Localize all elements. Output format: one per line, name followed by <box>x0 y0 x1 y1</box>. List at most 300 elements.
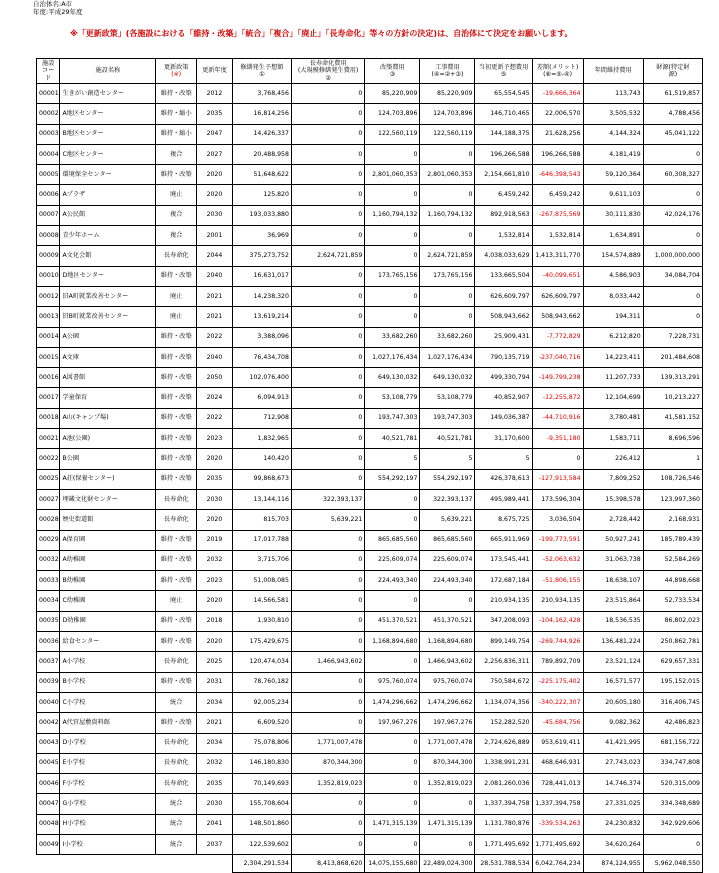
table-cell: 23,521,124 <box>583 652 643 672</box>
table-cell: 122,539,602 <box>232 834 291 854</box>
table-cell: 1,000,000,000 <box>643 246 702 266</box>
table-cell: 6,459,242 <box>532 185 583 205</box>
table-cell: 2034 <box>197 733 233 753</box>
table-cell: 61,519,857 <box>643 84 702 104</box>
table-cell: 0 <box>291 632 364 652</box>
table-cell: 0 <box>291 469 364 489</box>
table-row <box>37 266 703 286</box>
table-cell: 00047 <box>37 794 60 814</box>
table-cell: -19,666,364 <box>532 84 583 104</box>
table-cell: -44,710,916 <box>532 408 583 428</box>
table-cell: 2030 <box>197 794 233 814</box>
table-cell: A公園 <box>60 327 156 347</box>
table-row <box>37 449 703 469</box>
table-cell: 342,929,606 <box>643 814 702 834</box>
table-cell: 224,493,340 <box>365 571 420 591</box>
table-cell: 451,370,521 <box>420 611 475 631</box>
table-cell: 00006 <box>37 185 60 205</box>
column-header-7: 工事費用 (④=②+③) <box>420 59 475 84</box>
table-cell: 3,036,504 <box>532 510 583 530</box>
table-cell: 複合 <box>156 226 197 246</box>
table-cell: 5,639,221 <box>420 510 475 530</box>
table-cell: 0 <box>291 165 364 185</box>
table-cell: 複合 <box>156 205 197 225</box>
column-header-2: 更新政策 (※) <box>156 59 197 84</box>
table-cell: 42,486,823 <box>643 713 702 733</box>
total-cell: 22,489,024,300 <box>420 855 475 873</box>
table-row <box>37 652 703 672</box>
table-cell: A図書館 <box>60 368 156 388</box>
table-cell: 00010 <box>37 266 60 286</box>
table-cell: 0 <box>365 774 420 794</box>
column-header-3: 更新年度 <box>197 59 233 84</box>
table-cell: 長寿命化 <box>156 753 197 773</box>
table-cell: 00035 <box>37 611 60 631</box>
table-cell: 2,724,626,889 <box>475 733 532 753</box>
table-cell: 225,609,074 <box>420 550 475 570</box>
table-cell: 維持・改築 <box>156 429 197 449</box>
table-cell: 86,802,023 <box>643 611 702 631</box>
policy-notice: ※「更新政策」(各施設における「維持・改築」「統合」「複合」「廃止」「長寿命化」等々の方針の決定)は、自治体にて決定をお願いします。 <box>70 29 573 38</box>
table-cell: 維持・改築 <box>156 449 197 469</box>
column-header-6: 改築費用 ③ <box>365 59 420 84</box>
table-cell: 16,631,017 <box>232 266 291 286</box>
table-cell: 144,188,375 <box>475 124 532 144</box>
table-cell: 2020 <box>197 591 233 611</box>
table-cell: 0 <box>291 307 364 327</box>
table-cell: 2,801,060,353 <box>420 165 475 185</box>
table-cell: 00036 <box>37 632 60 652</box>
table-cell: D地区センター <box>60 266 156 286</box>
table-cell: 7,809,252 <box>583 469 643 489</box>
table-cell: 155,708,604 <box>232 794 291 814</box>
municipality-name: 自治体名:A市 <box>33 0 73 8</box>
table-cell: 53,108,779 <box>365 388 420 408</box>
table-cell: 長寿命化 <box>156 774 197 794</box>
table-cell: 1,352,819,023 <box>420 774 475 794</box>
table-cell: 00037 <box>37 652 60 672</box>
table-cell: 7,228,731 <box>643 327 702 347</box>
table-cell: 0 <box>643 226 702 246</box>
table-cell: 0 <box>291 611 364 631</box>
table-cell: 36,969 <box>232 226 291 246</box>
table-cell: -127,913,584 <box>532 469 583 489</box>
table-cell: 13,619,214 <box>232 307 291 327</box>
table-cell: 維持・縮小 <box>156 104 197 124</box>
facility-cost-table <box>36 58 703 873</box>
table-cell: 0 <box>365 489 420 509</box>
table-cell: 統合 <box>156 692 197 712</box>
table-cell: 2,624,721,859 <box>420 246 475 266</box>
table-cell: 140,420 <box>232 449 291 469</box>
table-cell: 4,181,419 <box>583 144 643 164</box>
table-cell: 173,765,156 <box>420 266 475 286</box>
table-cell: 長寿命化 <box>156 652 197 672</box>
table-cell: 0 <box>643 307 702 327</box>
table-cell: 00025 <box>37 469 60 489</box>
table-cell: 14,223,411 <box>583 347 643 367</box>
table-cell: 00048 <box>37 814 60 834</box>
table-cell: 維持・改築 <box>156 611 197 631</box>
table-cell: 14,238,320 <box>232 286 291 306</box>
table-row <box>37 489 703 509</box>
table-cell: 468,646,931 <box>532 753 583 773</box>
table-cell: 2031 <box>197 672 233 692</box>
table-cell: 0 <box>291 814 364 834</box>
table-row <box>37 692 703 712</box>
table-cell: 0 <box>420 591 475 611</box>
table-cell: C地区センター <box>60 144 156 164</box>
table-cell: 1,466,943,602 <box>291 652 364 672</box>
table-cell: 0 <box>420 286 475 306</box>
table-cell: 維持・改築 <box>156 266 197 286</box>
table-cell: -45,684,756 <box>532 713 583 733</box>
table-cell: 2019 <box>197 530 233 550</box>
table-cell: 維持・改築 <box>156 165 197 185</box>
table-cell: 22,006,570 <box>532 104 583 124</box>
table-cell: 40,521,781 <box>420 429 475 449</box>
table-cell: 18,536,535 <box>583 611 643 631</box>
table-row <box>37 510 703 530</box>
table-cell: C小学校 <box>60 692 156 712</box>
table-cell: 2012 <box>197 84 233 104</box>
table-row <box>37 733 703 753</box>
table-cell: 520,315,009 <box>643 774 702 794</box>
table-cell: 554,292,197 <box>420 469 475 489</box>
table-cell: 維持・改築 <box>156 571 197 591</box>
table-cell: 76,434,708 <box>232 347 291 367</box>
table-cell: 00027 <box>37 489 60 509</box>
table-cell: 870,344,300 <box>291 753 364 773</box>
table-cell: 196,266,588 <box>475 144 532 164</box>
table-cell: 0 <box>365 307 420 327</box>
table-cell: 30,111,830 <box>583 205 643 225</box>
table-cell: A保育園 <box>60 530 156 550</box>
table-cell: 1,832,965 <box>232 429 291 449</box>
table-cell: 2035 <box>197 469 233 489</box>
table-cell: 0 <box>365 733 420 753</box>
table-cell: 旧A町就業改善センター <box>60 286 156 306</box>
table-cell: 5,639,221 <box>291 510 364 530</box>
table-cell: 維持・縮小 <box>156 124 197 144</box>
table-cell: 44,898,668 <box>643 571 702 591</box>
table-cell: 0 <box>291 571 364 591</box>
table-cell: 00046 <box>37 774 60 794</box>
table-row <box>37 388 703 408</box>
table-cell: 6,609,520 <box>232 713 291 733</box>
table-cell: 00013 <box>37 307 60 327</box>
table-row <box>37 307 703 327</box>
table-cell: 27,743,023 <box>583 753 643 773</box>
table-cell: 0 <box>420 834 475 854</box>
table-cell: 2032 <box>197 753 233 773</box>
table-cell: E小学校 <box>60 753 156 773</box>
table-cell: -40,099,651 <box>532 266 583 286</box>
table-cell: 0 <box>420 226 475 246</box>
table-cell: 0 <box>291 104 364 124</box>
table-cell: D小学校 <box>60 733 156 753</box>
table-cell: 85,220,909 <box>420 84 475 104</box>
table-cell: 1,160,794,132 <box>365 205 420 225</box>
table-cell: 649,130,032 <box>420 368 475 388</box>
table-cell: 122,560,119 <box>365 124 420 144</box>
table-cell: 146,710,465 <box>475 104 532 124</box>
table-cell: 1,337,394,758 <box>532 794 583 814</box>
table-cell: 34,620,264 <box>583 834 643 854</box>
table-cell: 00014 <box>37 327 60 347</box>
table-cell: 152,282,520 <box>475 713 532 733</box>
table-cell: 33,682,260 <box>420 327 475 347</box>
table-row <box>37 185 703 205</box>
table-cell: 2050 <box>197 368 233 388</box>
table-cell: 00005 <box>37 165 60 185</box>
table-cell: 375,273,752 <box>232 246 291 266</box>
table-cell: 5 <box>420 449 475 469</box>
table-cell: 99,868,673 <box>232 469 291 489</box>
table-cell: 52,584,269 <box>643 550 702 570</box>
table-cell: A文化会館 <box>60 246 156 266</box>
total-cell: 28,531,788,534 <box>475 855 532 873</box>
table-cell: H小学校 <box>60 814 156 834</box>
table-row <box>37 753 703 773</box>
table-cell: 給食センター <box>60 632 156 652</box>
table-row <box>37 632 703 652</box>
table-cell: 環境保全センター <box>60 165 156 185</box>
table-cell: 2030 <box>197 489 233 509</box>
column-header-5: 長寿命化費用 (大規模修繕発生費用) ② <box>291 59 364 84</box>
table-cell: A文庫 <box>60 347 156 367</box>
table-cell: 665,911,969 <box>475 530 532 550</box>
table-cell: 長寿命化 <box>156 489 197 509</box>
table-cell: 70,149,693 <box>232 774 291 794</box>
table-cell: 975,760,074 <box>365 672 420 692</box>
table-cell: A池(公園) <box>60 429 156 449</box>
table-cell: 0 <box>365 652 420 672</box>
table-cell: 00008 <box>37 226 60 246</box>
table-cell: 451,370,521 <box>365 611 420 631</box>
table-cell: 210,934,135 <box>475 591 532 611</box>
table-cell: 0 <box>291 794 364 814</box>
table-cell: 495,989,441 <box>475 489 532 509</box>
table-cell: 2030 <box>197 205 233 225</box>
table-cell: 00018 <box>37 408 60 428</box>
table-cell: 629,657,331 <box>643 652 702 672</box>
table-cell: 193,747,303 <box>365 408 420 428</box>
table-cell: 815,703 <box>232 510 291 530</box>
table-cell: 1,532,814 <box>532 226 583 246</box>
table-cell: 185,789,439 <box>643 530 702 550</box>
table-cell: 65,554,545 <box>475 84 532 104</box>
table-cell: 0 <box>365 794 420 814</box>
table-cell: 322,393,137 <box>291 489 364 509</box>
table-cell: 2040 <box>197 347 233 367</box>
table-cell: 197,967,276 <box>365 713 420 733</box>
table-cell: 2035 <box>197 774 233 794</box>
table-cell: 0 <box>643 144 702 164</box>
table-cell: 歴史街道館 <box>60 510 156 530</box>
table-cell: 維持・改築 <box>156 632 197 652</box>
table-cell: 23,515,864 <box>583 591 643 611</box>
table-cell: 426,378,613 <box>475 469 532 489</box>
table-cell: 92,005,234 <box>232 692 291 712</box>
table-cell: 0 <box>291 388 364 408</box>
table-cell: 1,634,891 <box>583 226 643 246</box>
table-cell: 2025 <box>197 652 233 672</box>
table-cell: 172,687,184 <box>475 571 532 591</box>
table-row <box>37 327 703 347</box>
table-cell: 626,609,797 <box>532 286 583 306</box>
table-cell: 5 <box>475 449 532 469</box>
table-cell: 0 <box>291 84 364 104</box>
table-cell: B公園 <box>60 449 156 469</box>
table-cell: 00022 <box>37 449 60 469</box>
table-cell: 1,027,176,434 <box>420 347 475 367</box>
table-cell: 193,747,303 <box>420 408 475 428</box>
table-cell: 173,596,304 <box>532 489 583 509</box>
table-cell: 334,348,689 <box>643 794 702 814</box>
table-row <box>37 165 703 185</box>
table-cell: 626,609,797 <box>475 286 532 306</box>
table-cell: -225,175,402 <box>532 672 583 692</box>
table-row <box>37 814 703 834</box>
table-cell: 122,560,119 <box>420 124 475 144</box>
table-cell: 18,638,107 <box>583 571 643 591</box>
table-cell: 53,108,779 <box>420 388 475 408</box>
table-row <box>37 469 703 489</box>
table-cell: 00034 <box>37 591 60 611</box>
table-cell: 廃止 <box>156 286 197 306</box>
table-cell: 865,685,560 <box>365 530 420 550</box>
table-cell: 統合 <box>156 834 197 854</box>
table-cell: 12,104,699 <box>583 388 643 408</box>
table-cell: 9,082,362 <box>583 713 643 733</box>
table-cell: 1,413,311,770 <box>532 246 583 266</box>
table-cell: 0 <box>365 144 420 164</box>
table-cell: 2047 <box>197 124 233 144</box>
table-cell: 120,474,034 <box>232 652 291 672</box>
table-row <box>37 347 703 367</box>
table-cell: 0 <box>291 286 364 306</box>
table-cell: 0 <box>291 713 364 733</box>
table-cell: 60,308,327 <box>643 165 702 185</box>
table-cell: 1,771,007,478 <box>420 733 475 753</box>
table-cell: 2020 <box>197 185 233 205</box>
table-cell: 322,393,137 <box>420 489 475 509</box>
table-cell: -7,772,829 <box>532 327 583 347</box>
table-cell: 173,545,441 <box>475 550 532 570</box>
table-cell: 195,152,015 <box>643 672 702 692</box>
table-row <box>37 571 703 591</box>
table-cell: 51,648,622 <box>232 165 291 185</box>
table-cell: 0 <box>365 510 420 530</box>
table-cell: -52,063,632 <box>532 550 583 570</box>
table-cell: 3,768,456 <box>232 84 291 104</box>
table-cell: 0 <box>420 794 475 814</box>
column-header-11: 財源(特定財 源) <box>643 59 702 84</box>
table-cell: 554,292,197 <box>365 469 420 489</box>
table-cell: 00045 <box>37 753 60 773</box>
table-cell: 維持・改築 <box>156 347 197 367</box>
table-cell: 40,852,907 <box>475 388 532 408</box>
table-cell: 1,352,819,023 <box>291 774 364 794</box>
table-cell: 0 <box>291 530 364 550</box>
table-cell: 0 <box>291 408 364 428</box>
table-cell: 維持・改築 <box>156 530 197 550</box>
table-cell: 廃止 <box>156 185 197 205</box>
table-cell: 2041 <box>197 814 233 834</box>
table-cell: 0 <box>365 226 420 246</box>
table-cell: 2020 <box>197 449 233 469</box>
table-row <box>37 124 703 144</box>
table-cell: 0 <box>365 246 420 266</box>
table-cell: 899,149,754 <box>475 632 532 652</box>
table-cell: 1,168,894,680 <box>365 632 420 652</box>
table-cell: 00040 <box>37 692 60 712</box>
table-row <box>37 550 703 570</box>
table-row <box>37 713 703 733</box>
table-cell: 維持・改築 <box>156 469 197 489</box>
table-cell: 00004 <box>37 144 60 164</box>
table-cell: 1,771,495,692 <box>475 834 532 854</box>
table-row <box>37 246 703 266</box>
table-cell: -267,875,569 <box>532 205 583 225</box>
table-cell: 31,170,600 <box>475 429 532 449</box>
table-cell: 125,820 <box>232 185 291 205</box>
table-cell: 1,771,007,478 <box>291 733 364 753</box>
total-cell: 8,413,868,620 <box>291 855 364 873</box>
table-cell: 0 <box>365 286 420 306</box>
table-cell: 2037 <box>197 834 233 854</box>
table-cell: 0 <box>291 144 364 164</box>
table-cell: 2,728,442 <box>583 510 643 530</box>
table-cell: 3,505,532 <box>583 104 643 124</box>
table-cell: 1,474,296,662 <box>365 692 420 712</box>
table-cell: A荘(保養センター) <box>60 469 156 489</box>
table-cell: 00015 <box>37 347 60 367</box>
table-cell: 3,715,706 <box>232 550 291 570</box>
table-cell: 2023 <box>197 429 233 449</box>
table-cell: 0 <box>291 449 364 469</box>
table-cell: 0 <box>291 834 364 854</box>
table-cell: 維持・改築 <box>156 84 197 104</box>
column-header-10: 年間維持費用 <box>583 59 643 84</box>
table-cell: 1 <box>643 449 702 469</box>
table-cell: 20,605,180 <box>583 692 643 712</box>
table-header-row <box>37 59 703 84</box>
table-cell: 681,156,722 <box>643 733 702 753</box>
table-cell: 生きがい創造センター <box>60 84 156 104</box>
table-cell: 2020 <box>197 632 233 652</box>
table-cell: 865,685,560 <box>420 530 475 550</box>
table-cell: 0 <box>291 550 364 570</box>
table-cell: 0 <box>365 591 420 611</box>
totals-row <box>37 855 703 873</box>
table-cell: 1,583,711 <box>583 429 643 449</box>
table-cell: 154,574,889 <box>583 246 643 266</box>
table-cell: 0 <box>365 834 420 854</box>
column-header-9: 差額(メリット) (⑥=⑤-④) <box>532 59 583 84</box>
table-cell: 508,943,662 <box>475 307 532 327</box>
table-cell: 1,771,495,692 <box>532 834 583 854</box>
table-cell: 146,180,830 <box>232 753 291 773</box>
table-row <box>37 429 703 449</box>
table-cell: 34,084,704 <box>643 266 702 286</box>
table-cell: 1,471,315,139 <box>365 814 420 834</box>
table-row <box>37 774 703 794</box>
table-cell: 5 <box>365 449 420 469</box>
table-cell: -269,744,926 <box>532 632 583 652</box>
table-cell: 14,746,374 <box>583 774 643 794</box>
